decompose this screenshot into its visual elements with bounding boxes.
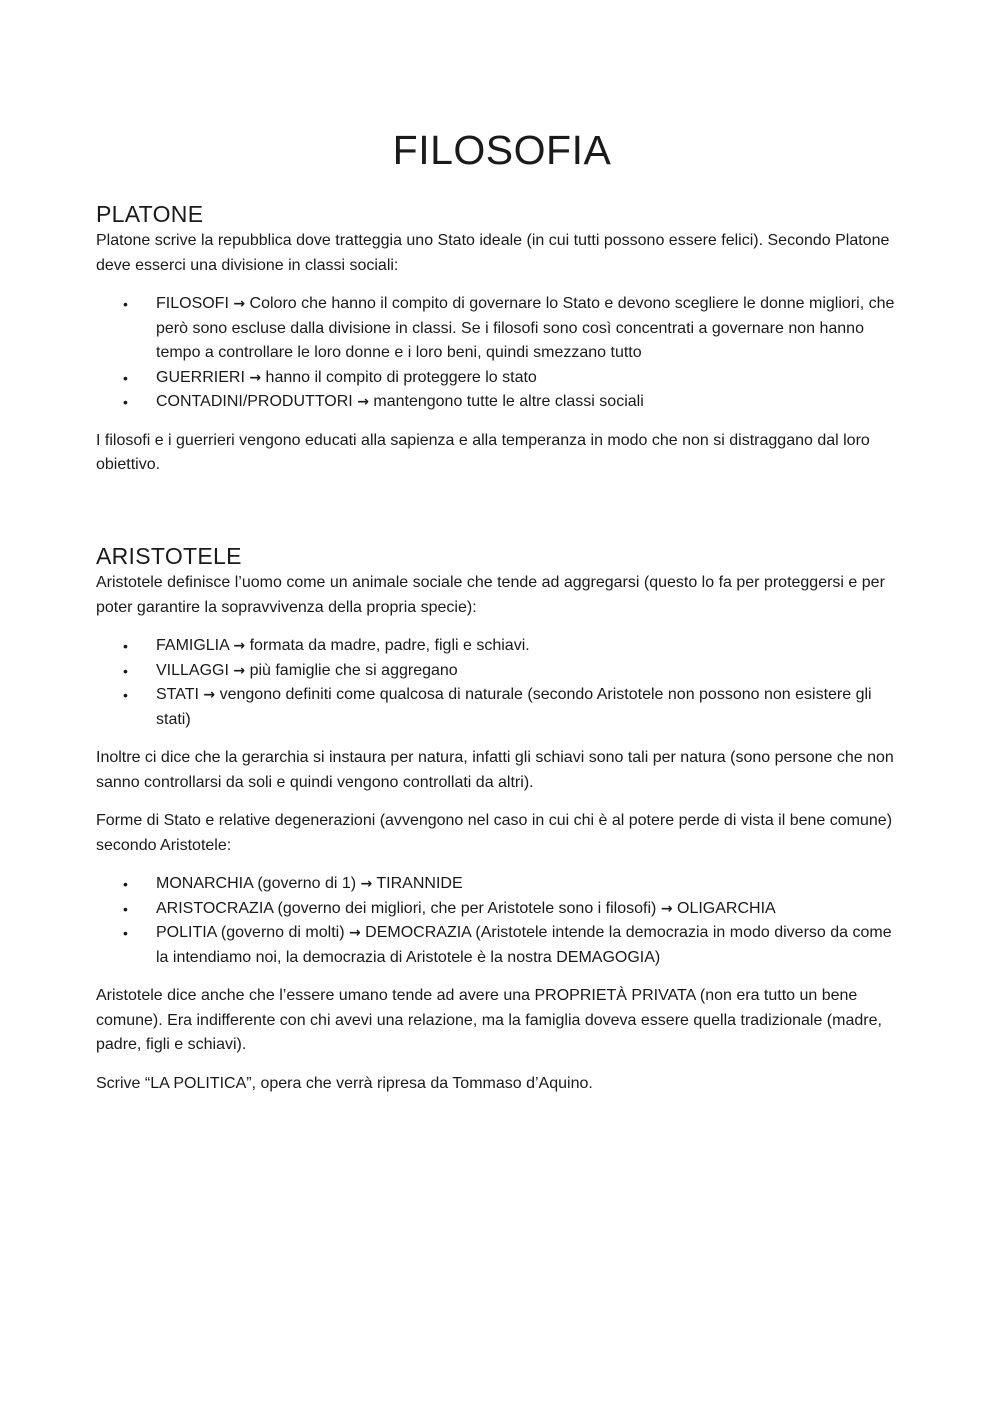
item-term: POLITIA (governo di molti) xyxy=(156,924,345,941)
arrow-right-icon: → xyxy=(660,900,673,917)
arrow-right-icon: → xyxy=(357,394,369,410)
arrow-right-icon: → xyxy=(233,662,246,679)
item-text: Coloro che hanno il compito di governare lo Stato e devono scegliere le donne migliori, che però sono escluse dalla divisione in classi. Se i filosofi sono così concentrati a governare non hanno tempo a controllare le loro donne e i loro beni, quindi smezzano tutto xyxy=(156,295,895,361)
item-text: DEMOCRAZIA (Aristotele intende la democrazia in modo diverso da come la intendiamo noi, la democrazia di Aristotele è la nostra DEMAGOGIA) xyxy=(156,924,892,966)
section-platone xyxy=(96,199,908,478)
arrow-right-icon: → xyxy=(348,925,361,941)
bullet-icon: • xyxy=(123,369,128,386)
list-item xyxy=(123,921,908,970)
item-term: FAMIGLIA xyxy=(156,637,229,654)
item-text: TIRANNIDE xyxy=(376,875,463,892)
section-intro: Aristotele definisce l’uomo come un animale sociale che tende ad aggregarsi (questo lo fa per proteggersi e per poter garantire la sopravvivenza della propria specie): xyxy=(96,574,885,616)
list-item xyxy=(123,683,908,732)
bullet-icon: • xyxy=(123,876,128,892)
section-aristotele xyxy=(96,541,908,1096)
bullet-icon: • xyxy=(123,638,128,654)
bullet-icon: • xyxy=(123,662,128,679)
paragraph: Scrive “LA POLITICA”, opera che verrà ripresa da Tommaso d’Aquino. xyxy=(96,1074,593,1092)
list-item xyxy=(123,292,908,366)
item-term: CONTADINI/PRODUTTORI xyxy=(156,393,353,410)
paragraph: Inoltre ci dice che la gerarchia si instaura per natura, infatti gli schiavi sono tali per natura (sono persone che non sanno controllarsi da soli e quindi vengono controllati da altri). xyxy=(96,749,894,791)
arrow-right-icon: → xyxy=(249,369,262,386)
item-text: mantengono tutte le altre classi sociali xyxy=(373,393,644,410)
item-term: GUERRIERI xyxy=(156,368,245,386)
list-item xyxy=(123,390,908,415)
list-item xyxy=(123,659,908,684)
section-heading: ARISTOTELE xyxy=(96,543,242,569)
page-title: FILOSOFIA xyxy=(392,127,612,173)
section-heading: PLATONE xyxy=(96,201,204,227)
item-text: più famiglie che si aggregano xyxy=(249,661,458,679)
bullet-icon: • xyxy=(123,925,128,941)
paragraph: Aristotele dice anche che l’essere umano tende ad avere una PROPRIETÀ PRIVATA (non era tutto un bene comune). Era indifferente con chi avevi una relazione, ma la famiglia doveva essere quella tradizionale (madre, padre, figli e schiavi). xyxy=(96,987,882,1053)
item-term: FILOSOFI xyxy=(156,295,229,312)
section-intro: Platone scrive la repubblica dove tratteggia uno Stato ideale (in cui tutti possono essere felici). Secondo Platone deve esserci una divisione in classi sociali: xyxy=(96,232,890,274)
item-text: hanno il compito di proteggere lo stato xyxy=(265,368,537,386)
bullet-icon: • xyxy=(123,394,128,410)
bullet-icon: • xyxy=(123,900,128,917)
item-text: vengono definiti come qualcosa di naturale (secondo Aristotele non possono non esistere gli stati) xyxy=(156,686,872,728)
section-outro: I filosofi e i guerrieri vengono educati alla sapienza e alla temperanza in modo che non si distraggano dal loro obiettivo. xyxy=(96,431,870,473)
arrow-right-icon: → xyxy=(360,876,373,892)
item-term: VILLAGGI xyxy=(156,661,229,679)
item-term: STATI xyxy=(156,686,199,703)
list-item xyxy=(123,366,908,391)
bullet-icon: • xyxy=(123,687,128,703)
bullet-list xyxy=(96,634,908,732)
paragraph: Forme di Stato e relative degenerazioni (avvengono nel caso in cui chi è al potere perde di vista il bene comune) secondo Aristotele: xyxy=(96,812,893,854)
list-item xyxy=(123,872,908,897)
bullet-list xyxy=(96,292,908,415)
bullet-icon: • xyxy=(123,296,128,312)
item-text: OLIGARCHIA xyxy=(677,899,776,917)
arrow-right-icon: → xyxy=(233,296,246,312)
list-item xyxy=(123,897,908,922)
forms-list xyxy=(96,872,908,970)
item-text: formata da madre, padre, figli e schiavi. xyxy=(249,637,530,654)
arrow-right-icon: → xyxy=(233,638,246,654)
arrow-right-icon: → xyxy=(203,687,216,703)
list-item xyxy=(123,634,908,659)
item-term: MONARCHIA (governo di 1) xyxy=(156,875,357,892)
item-term: ARISTOCRAZIA (governo dei migliori, che per Aristotele sono i filosofi) xyxy=(156,899,657,917)
